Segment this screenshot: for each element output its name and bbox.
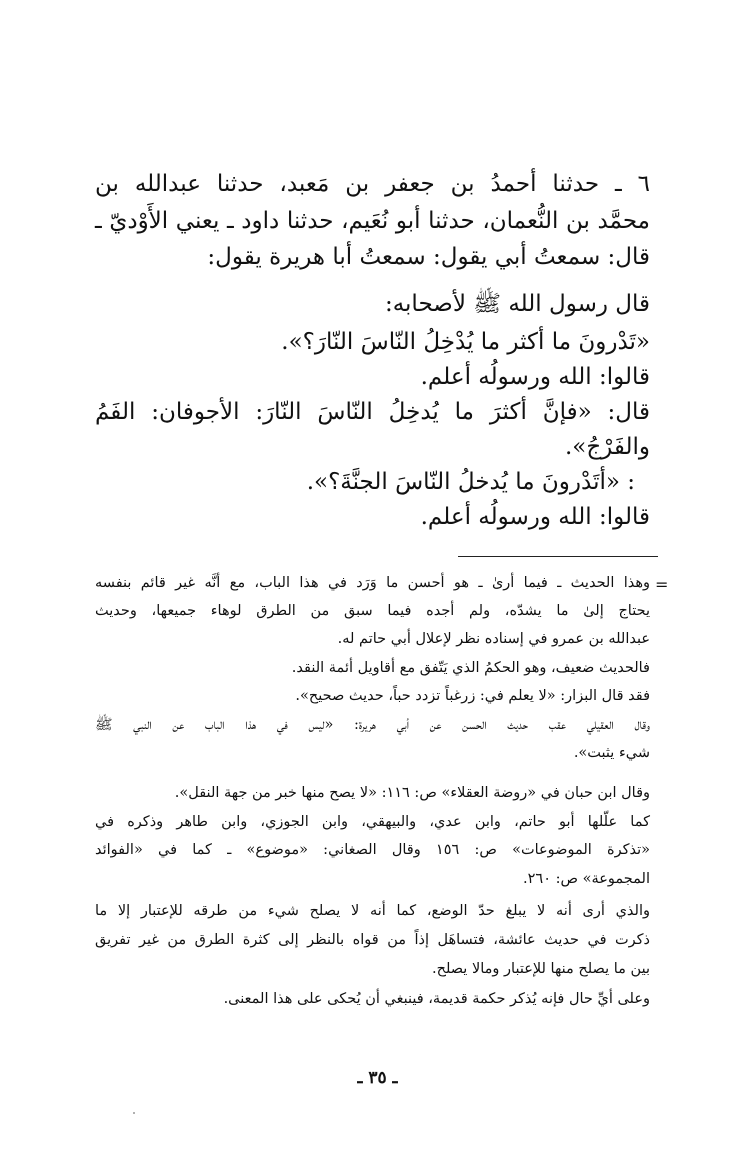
scan-speck xyxy=(133,1112,135,1114)
footnote-line-4: فالحديث ضعيف، وهو الحكمُ الذي يَتّفق مع أقاويل أئمة النقد. xyxy=(291,660,650,676)
page-number: ـ ٣٥ ـ xyxy=(357,1068,398,1088)
footnote-continuation-marker: = xyxy=(655,575,669,594)
hadith-line-1: قال رسول الله ﷺ لأصحابه: xyxy=(384,291,650,317)
footnote-separator xyxy=(458,556,658,557)
isnad-line-3: قال: سمعتُ أبي يقول: سمعتُ أبا هريرة يقول: xyxy=(207,244,650,270)
footnote-line-9: كما علّلها أبو حاتم، وابن عدي، والبيهقي، وابن الجوزي، وابن طاهر وذكره في xyxy=(95,814,650,830)
footnote-line-1: وهذا الحديث ـ فيما أرىٰ ـ هو أحسن ما وَرَد في هذا الباب، مع أنَّه غير قائم بنفسه xyxy=(95,575,650,591)
footnote-line-6: وقال العقيلي عقب حديث الحسن عن أبي هريرة: «ليس في هذا الباب عن النبي ﷺ xyxy=(95,717,650,733)
hadith-line-4: قال: «فإنَّ أكثرَ ما يُدخِلُ النّاسَ النّارَ: الأجوفان: الفَمُ xyxy=(95,399,650,425)
footnote-line-11: المجموعة» ص: ٢٦٠. xyxy=(523,871,650,887)
footnote-line-14: بين ما يصلح منها للإعتبار ومالا يصلح. xyxy=(431,961,650,977)
isnad-line-2: محمَّد بن النُّعمان، حدثنا أبو نُعَيم، حدثنا داود ـ يعني الأَوْديّ ـ xyxy=(95,208,650,234)
footnote-line-15: وعلى أيِّ حال فإنه يُذكر حكمة قديمة، فينبغي أن يُحكى على هذا المعنى. xyxy=(223,991,650,1007)
footnote-line-10: «تذكرة الموضوعات» ص: ١٥٦ وقال الصغاني: «موضوع» ـ كما في «الفوائد xyxy=(95,842,650,858)
hadith-line-7: قالوا: الله ورسولُه أعلم. xyxy=(420,504,650,530)
footnote-line-8: وقال ابن حبان في «روضة العقلاء» ص: ١١٦: «لا يصح منها خبر من جهة النقل». xyxy=(174,785,650,801)
footnote-line-3: عبدالله بن عمرو في إسناده نظر لإعلال أبي حاتم له. xyxy=(337,631,650,647)
footnote-line-2: يحتاج إلىٰ ما يشدّه، ولم أجده فيما سبق من الطرق لوهاء جميعها، وحديث xyxy=(95,603,650,619)
hadith-line-5: والفَرْجُ». xyxy=(564,434,650,460)
hadith-line-6: : «أتَدْرونَ ما يُدخلُ النّاسَ الجنَّةَ؟». xyxy=(306,469,635,495)
footnote-line-5: فقد قال البزار: «لا يعلم في: زرغباً تزدد حباً، حديث صحيح». xyxy=(295,688,650,704)
footnote-line-12: والذي أرى أنه لا يبلغ حدّ الوضع، كما أنه لا يصلح شيء من طرقه للإعتبار إلا ما xyxy=(95,903,650,919)
isnad-line-1: ٦ ـ حدثنا أحمدُ بن جعفر بن مَعبد، حدثنا عبدالله بن xyxy=(95,171,650,197)
footnote-line-7: شيء يثبت». xyxy=(573,745,650,761)
hadith-line-3: قالوا: الله ورسولُه أعلم. xyxy=(420,364,650,390)
hadith-line-2: «تَدْرونَ ما أكثر ما يُدْخِلُ النّاسَ النّارَ؟». xyxy=(281,329,650,355)
footnote-line-13: ذكرت في حديث عائشة، فتساهَل إذاً من قواه بالنظر إلى كثرة الطرق من غير تفريق xyxy=(95,932,650,948)
